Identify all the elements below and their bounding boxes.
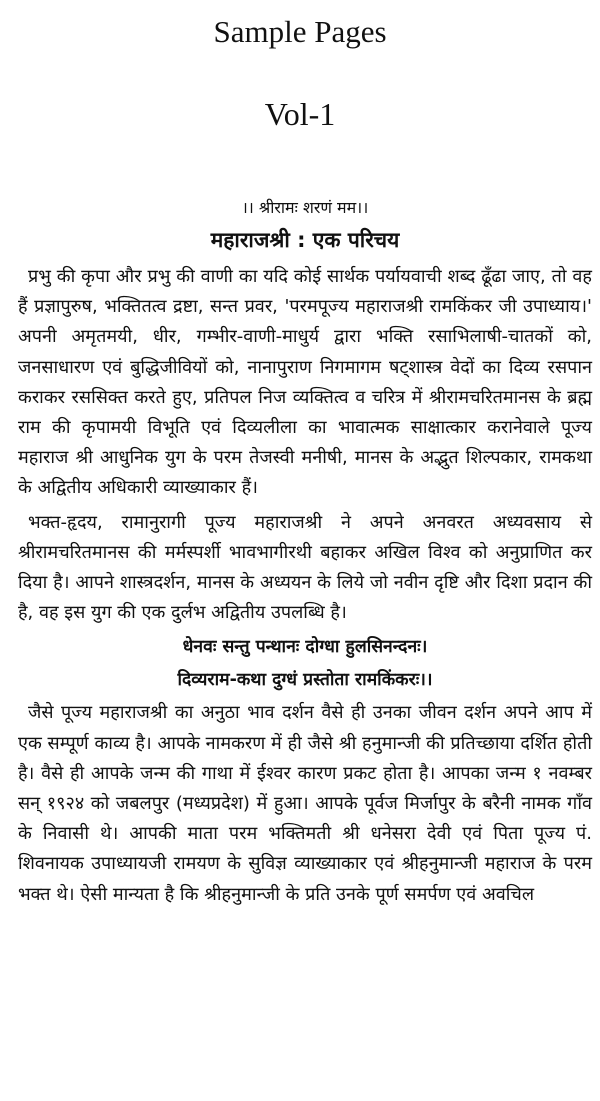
verse-line: दिव्यराम-कथा दुग्धं प्रस्तोता रामकिंकरः।। [177,670,433,691]
book-page [18,196,592,914]
verse-line: धेनवः सन्तु पन्थानः दोग्धा हुलसिनन्दनः। [182,637,428,658]
chapter-title: महाराजश्री : एक परिचय [210,228,400,252]
paragraph: जैसे पूज्य महाराजश्री का अनुठा भाव दर्शन वैसे ही उनका जीवन दर्शन अपने आप में एक सम्पूर्ण काव्य है। आपके नामकरण में ही जैसे श्री हनुमान्जी की प्रतिच्छाया दर्शित होती है। वैसे ही आपके जन्म की गाथा में ईश्वर कारण प्रकट होता है। आपका जन्म १ नवम्बर सन् १९२४ को जबलपुर (मध्यप्रदेश) में हुआ। आपके पूर्वज मिर्जापुर के बरैनी नामक गाँव के निवासी थे। आपकी माता परम भक्तिमती श्री धनेसरा देवी एवं पिता पूज्य पं. शिवनायक उपाध्यायजी रामयण के सुविज्ञ व्याख्याकार एवं श्रीहनुमान्जी महाराज के परम भक्त थे। ऐसी मान्यता है कि श्रीहनुमान्जी के प्रति उनके पूर्ण समर्पण एवं अवचिल [18,702,592,905]
paragraph: भक्त-हृदय, रामानुरागी पूज्य महाराजश्री ने अपने अनवरत अध्यवसाय से श्रीरामचरितमानस की मर्मस्पर्शी भावभागीरथी बहाकर अखिल विश्व को अनुप्राणित कर दिया है। आपने शास्त्रदर्शन, मानस के अध्ययन के लिये जो नवीन दृष्टि और दिशा प्रदान की है, वह इस युग की एक दुर्लभ अद्वितीय उपलब्धि है। [18,511,592,624]
sample-pages-heading: Sample Pages [213,14,387,49]
volume-heading: Vol-1 [264,96,336,132]
paragraph: प्रभु की कृपा और प्रभु की वाणी का यदि कोई सार्थक पर्यायवाची शब्द ढूँढा जाए, तो वह हैं प्रज्ञापुरुष, भक्तितत्व द्रष्टा, सन्त प्रवर, 'परमपूज्य महाराजश्री रामकिंकर जी उपाध्याय।' अपनी अमृतमयी, धीर, गम्भीर-वाणी-माधुर्य द्वारा भक्ति रसाभिलाषी-चातकों को, जनसाधारण एवं बुद्धिजीवियों को, नानापुराण निगमागम षट्शास्त्र वेदों का दिव्य रसपान कराकर रससिक्त करते हुए, प्रतिपल निज व्यक्तित्व व चरित्र में श्रीरामचरितमानस के ब्रह्म राम की कृपामयी विभूति एवं दिव्यलीला का भावात्मक साक्षात्कार करानेवाले पूज्य महाराज श्री आधुनिक युग के परम तेजस्वी मनीषी, मानस के अद्भुत शिल्पकार, रामकथा के अद्वितीय अधिकारी व्याख्याकार हैं। [18,266,592,499]
invocation-line: ।। श्रीरामः शरणं मम।। [241,198,369,217]
